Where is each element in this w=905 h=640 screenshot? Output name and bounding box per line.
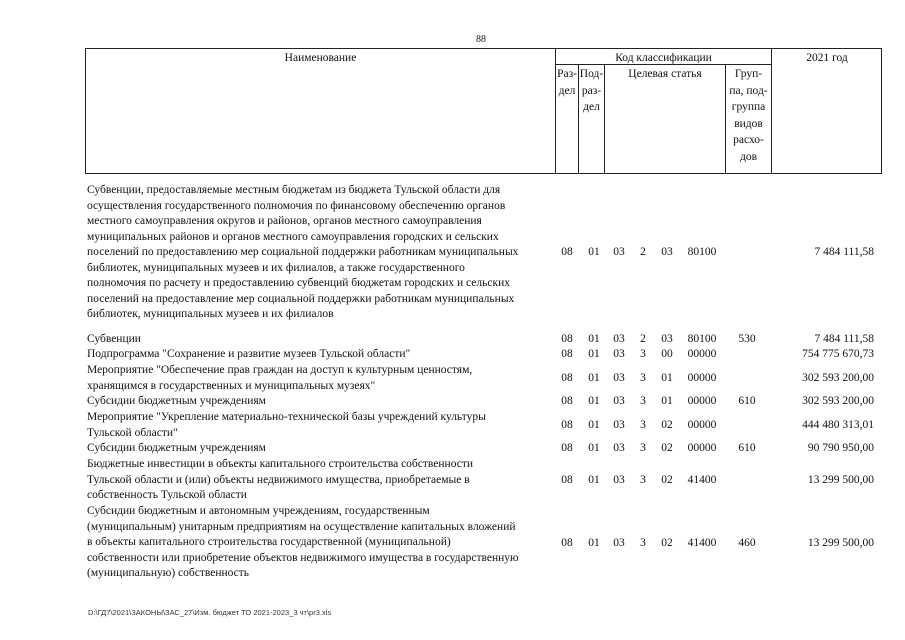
cell-razdel: 08: [561, 442, 573, 454]
cell-razdel: 08: [561, 474, 573, 486]
cell-podrazdel: 01: [588, 246, 600, 258]
cell-podrazdel: 01: [588, 537, 600, 549]
cell-razdel: 08: [561, 372, 573, 384]
cell-sum: 302 593 200,00: [802, 395, 874, 407]
cell-code: 80100: [687, 333, 717, 345]
cell-code: 41400: [687, 537, 717, 549]
cell-subprogram: 3: [640, 442, 646, 454]
cell-subprogram: 3: [640, 348, 646, 360]
cell-program: 03: [613, 474, 625, 486]
table-row: [87, 441, 877, 457]
row-name: Субсидии бюджетным и автономным учреждениям, государственным (муниципальным) унитарным предприятиям на осуществление капитальных вложений в объекты капитального строительства государственной (муниципальной) собственности или приобретение объектов недвижимого имущества в государственную (муниципальную) собственность: [87, 505, 519, 579]
cell-direction: 02: [661, 442, 673, 454]
cell-expense-type: 460: [738, 537, 756, 549]
cell-code: 80100: [687, 246, 717, 258]
cell-expense-type: 610: [738, 395, 756, 407]
file-path-footer: D:\ГД7\2021\ЗАКОНЫ\ЗАС_27\Изм. бюджет ТО 2021-2023_3 чт\pr3.xls: [88, 608, 332, 617]
table-row: [87, 410, 877, 441]
cell-podrazdel: 01: [588, 333, 600, 345]
cell-program: 03: [613, 419, 625, 431]
table-row: [87, 332, 877, 348]
cell-code: 00000: [687, 372, 717, 384]
cell-direction: 02: [661, 474, 673, 486]
table-row: [87, 363, 877, 394]
cell-subprogram: 3: [640, 419, 646, 431]
cell-razdel: 08: [561, 246, 573, 258]
cell-subprogram: 2: [640, 246, 646, 258]
cell-code: 00000: [687, 442, 717, 454]
cell-podrazdel: 01: [588, 348, 600, 360]
table-row: [87, 457, 877, 504]
row-name: Бюджетные инвестиции в объекты капитального строительства собственности Тульской области и (или) объекты недвижимого имущества, приобретаемые в собственность Тульской области: [87, 458, 474, 501]
header-group: Груп- па, под- группа видов расхо- дов: [729, 68, 768, 163]
cell-direction: 02: [661, 419, 673, 431]
header-podrazdel: Под- раз- дел: [579, 68, 604, 113]
cell-subprogram: 3: [640, 474, 646, 486]
cell-expense-type: 610: [738, 442, 756, 454]
row-name: Субвенции: [87, 333, 141, 345]
cell-sum: 7 484 111,58: [814, 246, 874, 258]
cell-program: 03: [613, 246, 625, 258]
row-name: Субсидии бюджетным учреждениям: [87, 442, 266, 454]
cell-razdel: 08: [561, 537, 573, 549]
cell-program: 03: [613, 348, 625, 360]
cell-direction: 02: [661, 537, 673, 549]
cell-razdel: 08: [561, 348, 573, 360]
header-name: Наименование: [284, 52, 357, 64]
cell-expense-type: 530: [738, 333, 756, 345]
header-year: 2021 год: [806, 52, 848, 64]
cell-program: 03: [613, 333, 625, 345]
cell-sum: 13 299 500,00: [807, 537, 874, 549]
page-number: 88: [476, 34, 486, 45]
cell-podrazdel: 01: [588, 372, 600, 384]
table-row: [87, 347, 877, 363]
cell-subprogram: 3: [640, 537, 646, 549]
cell-razdel: 08: [561, 333, 573, 345]
cell-subprogram: 3: [640, 395, 646, 407]
cell-sum: 754 775 670,73: [802, 348, 874, 360]
row-name: Подпрограмма "Сохранение и развитие музеев Тульской области": [87, 348, 411, 360]
cell-code: 00000: [687, 348, 717, 360]
cell-program: 03: [613, 537, 625, 549]
cell-razdel: 08: [561, 395, 573, 407]
header-classification: Код классификации: [615, 52, 712, 64]
cell-direction: 03: [661, 333, 673, 345]
cell-direction: 01: [661, 395, 673, 407]
cell-podrazdel: 01: [588, 474, 600, 486]
cell-subprogram: 2: [640, 333, 646, 345]
cell-podrazdel: 01: [588, 442, 600, 454]
table-row: [87, 504, 877, 584]
cell-code: 00000: [687, 419, 717, 431]
row-name: Субвенции, предоставляемые местным бюджетам из бюджета Тульской области для осуществления государственного полномочия по финансовому обеспечению органов местного самоуправления округов и районов, органов местного самоуправления муниципальных районов и органов местного самоуправления городских и сельских поселений по предоставлению мер социальной поддержки работникам муниципальных библиотек, муниципальных музеев и их филиалов, а также государственного полномочия по расчету и предоставлению субвенций бюджетам городских и сельских поселений на предоставление мер социальной поддержки работникам муниципальных библиотек, муниципальных музеев и их филиалов: [87, 184, 519, 320]
cell-code: 41400: [687, 474, 717, 486]
row-name: Мероприятие "Обеспечение прав граждан на доступ к культурным ценностям, хранящимся в государственных и муниципальных музеях": [87, 364, 473, 392]
row-name: Мероприятие "Укрепление материально-технической базы учреждений культуры Тульской области": [87, 411, 486, 439]
cell-direction: 00: [661, 348, 673, 360]
table-row: [87, 394, 877, 410]
header-divider-group: [771, 48, 772, 174]
cell-podrazdel: 01: [588, 395, 600, 407]
table-row: [87, 183, 877, 323]
header-razdel: Раз- дел: [557, 68, 577, 97]
cell-program: 03: [613, 442, 625, 454]
cell-code: 00000: [687, 395, 717, 407]
cell-direction: 01: [661, 372, 673, 384]
cell-razdel: 08: [561, 419, 573, 431]
cell-sum: 7 484 111,58: [814, 333, 874, 345]
cell-direction: 03: [661, 246, 673, 258]
header-target: Целевая статья: [628, 68, 702, 80]
cell-sum: 302 593 200,00: [802, 372, 874, 384]
row-name: Субсидии бюджетным учреждениям: [87, 395, 266, 407]
cell-sum: 444 480 313,01: [802, 419, 874, 431]
cell-podrazdel: 01: [588, 419, 600, 431]
cell-sum: 90 790 950,00: [807, 442, 874, 454]
cell-program: 03: [613, 395, 625, 407]
cell-subprogram: 3: [640, 372, 646, 384]
cell-program: 03: [613, 372, 625, 384]
cell-sum: 13 299 500,00: [807, 474, 874, 486]
